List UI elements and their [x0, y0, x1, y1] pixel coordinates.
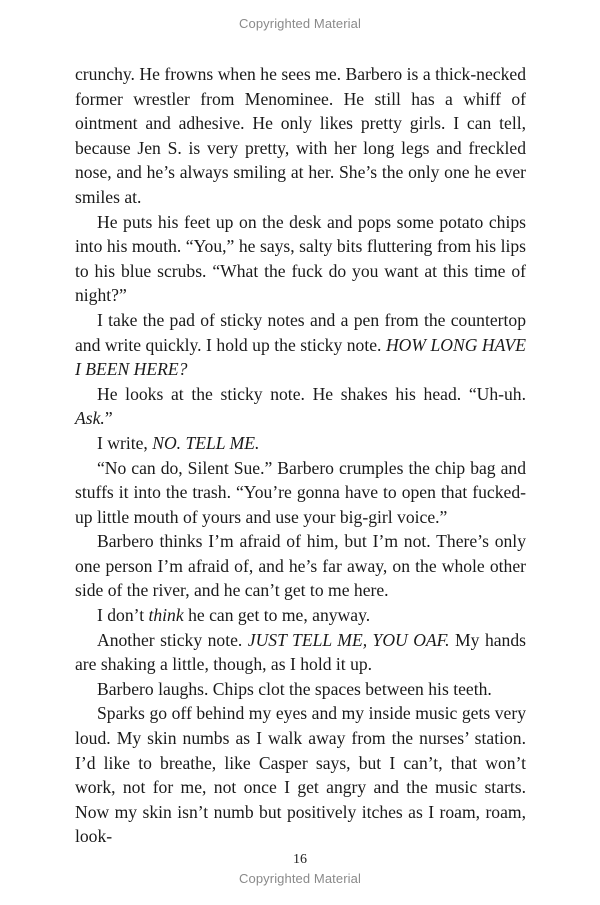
text-run: I don’t — [97, 605, 149, 626]
paragraph — [75, 529, 526, 603]
text-run: ” — [104, 408, 113, 429]
paragraph — [75, 62, 526, 210]
paragraph — [75, 701, 526, 849]
text-run: Barbero laughs. Chips clot the spaces between his teeth. — [97, 678, 492, 699]
paragraph — [75, 628, 526, 677]
text-run: Sparks go off behind my eyes and my inside music gets very loud. My skin numbs as I walk away from the nurses’ station. I’d like to breathe, like Casper says, but I can’t, that won’t work, not for me, not once I get angry and the music starts. Now my skin isn’t numb but positively itches as I roam, roam, look- — [75, 703, 526, 847]
body-text — [75, 62, 526, 849]
copyright-watermark-bottom: Copyrighted Material — [239, 871, 361, 886]
text-run: Barbero thinks I’m afraid of him, but I’m not. There’s only one person I’m afraid of, and he’s far away, on the whole other side of the river, and he can’t get to me here. — [75, 531, 526, 601]
paragraph — [75, 456, 526, 530]
italic-text: Ask. — [75, 408, 105, 429]
text-run: he can get to me, anyway. — [183, 605, 371, 626]
paragraph — [75, 210, 526, 308]
text-run: I take the pad of sticky notes and a pen from the countertop and write quickly. I hold up the sticky note. — [75, 309, 526, 355]
text-run: My hands are shaking a little, though, as I hold it up. — [75, 629, 526, 675]
text-run: crunchy. He frowns when he sees me. Barbero is a thick-necked former wrestler from Menominee. He still has a whiff of ointment and adhesive. He only likes pretty girls. I can tell, because Jen S. is very pretty, with her long legs and freckled nose, and he’s always smiling at her. She’s the only one he ever smiles at. — [75, 64, 526, 207]
italic-text: JUST TELL ME, YOU OAF. — [247, 629, 450, 650]
italic-text: NO. TELL ME. — [152, 432, 260, 453]
paragraph — [75, 382, 526, 431]
paragraph — [75, 677, 526, 702]
text-run: Another sticky note. — [97, 629, 248, 650]
paragraph — [75, 431, 526, 456]
page-number: 16 — [293, 852, 307, 867]
text-run: I write, — [97, 432, 153, 453]
paragraph — [75, 308, 526, 382]
text-run: He looks at the sticky note. He shakes his head. “Uh-uh. — [97, 383, 526, 404]
text-run: “No can do, Silent Sue.” Barbero crumples the chip bag and stuffs it into the trash. “You’re gonna have to open that fucked-up little mouth of yours and use your big-girl voice.” — [75, 457, 526, 527]
copyright-watermark-top: Copyrighted Material — [239, 16, 361, 31]
paragraph — [75, 603, 526, 628]
italic-text: HOW LONG HAVE I BEEN HERE? — [75, 334, 526, 380]
text-run: He puts his feet up on the desk and pops some potato chips into his mouth. “You,” he says, salty bits fluttering from his lips to his blue scrubs. “What the fuck do you want at this time of night?” — [75, 211, 526, 306]
italic-text: think — [148, 605, 184, 626]
